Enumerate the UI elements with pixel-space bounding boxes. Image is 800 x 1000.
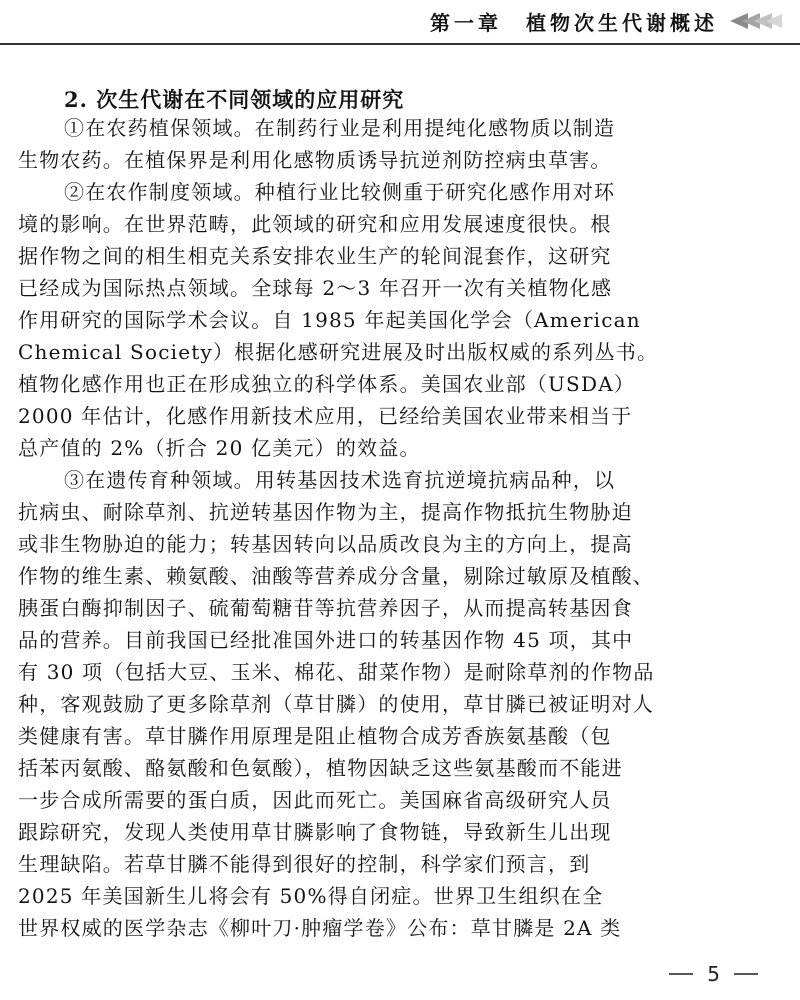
page-number: 5	[707, 962, 720, 986]
text-line: 或非生物胁迫的能力；转基因转向以品质改良为主的方向上，提高	[18, 532, 633, 556]
text-line: 2000 年估计，化感作用新技术应用，已经给美国农业带来相当于	[18, 404, 633, 428]
body-text	[18, 112, 780, 944]
text-line: ①在农药植保领域。在制药行业是利用提纯化感物质以制造	[64, 116, 616, 140]
text-line: 世界权威的医学杂志《柳叶刀·肿瘤学卷》公布：草甘膦是 2A 类	[18, 916, 622, 940]
text-line: 抗病虫、耐除草剂、抗逆转基因作物为主，提高作物抵抗生物胁迫	[18, 500, 633, 524]
arrow-decoration-icon	[730, 11, 782, 31]
text-line: 境的影响。在世界范畴，此领域的研究和应用发展速度很快。根	[18, 212, 612, 236]
text-line: 生理缺陷。若草甘膦不能得到很好的控制，科学家们预言，到	[18, 852, 591, 876]
text-line: 作用研究的国际学术会议。自 1985 年起美国化学会（American	[18, 308, 641, 332]
text-line: 植物化感作用也正在形成独立的科学体系。美国农业部（USDA）	[18, 372, 636, 396]
text-line: 有 30 项（包括大豆、玉米、棉花、甜菜作物）是耐除草剂的作物品	[18, 660, 655, 684]
text-line: 胰蛋白酶抑制因子、硫葡萄糖苷等抗营养因子，从而提高转基因食	[18, 596, 633, 620]
text-line: 品的营养。目前我国已经批准国外进口的转基因作物 45 项，其中	[18, 628, 634, 652]
page-footer	[669, 962, 758, 986]
text-line: 种，客观鼓励了更多除草剂（草甘膦）的使用，草甘膦已被证明对人	[18, 692, 654, 716]
text-line: 据作物之间的相生相克关系安排农业生产的轮间混套作，这研究	[18, 244, 612, 268]
header-divider	[0, 43, 800, 45]
text-line: 跟踪研究，发现人类使用草甘膦影响了食物链，导致新生儿出现	[18, 820, 612, 844]
text-line: 2025 年美国新生儿将会有 50%得自闭症。世界卫生组织在全	[18, 884, 604, 908]
footer-dash-right	[734, 973, 758, 975]
text-line: 括苯丙氨酸、酪氨酸和色氨酸），植物因缺乏这些氨基酸而不能进	[18, 756, 623, 780]
text-line: ②在农作制度领域。种植行业比较侧重于研究化感作用对环	[64, 180, 616, 204]
running-header	[430, 6, 782, 36]
text-line: 一步合成所需要的蛋白质，因此而死亡。美国麻省高级研究人员	[18, 788, 612, 812]
text-line: 类健康有害。草甘膦作用原理是阻止植物合成芳香族氨基酸（包	[18, 724, 612, 748]
text-line: ③在遗传育种领域。用转基因技术选育抗逆境抗病品种，以	[64, 468, 616, 492]
text-line: 生物农药。在植保界是利用化感物质诱导抗逆剂防控病虫草害。	[18, 148, 612, 172]
footer-dash-left	[669, 973, 693, 975]
text-line: 总产值的 2%（折合 20 亿美元）的效益。	[18, 436, 421, 460]
text-line: 已经成为国际热点领域。全球每 2～3 年召开一次有关植物化感	[18, 276, 613, 300]
chapter-title: 第一章 植物次生代谢概述	[430, 10, 718, 35]
text-line: 作物的维生素、赖氨酸、油酸等营养成分含量，剔除过敏原及植酸、	[18, 564, 654, 588]
text-line: Chemical Society）根据化感研究进展及时出版权威的系列丛书。	[18, 340, 659, 364]
section-title: 2. 次生代谢在不同领域的应用研究	[64, 87, 405, 112]
